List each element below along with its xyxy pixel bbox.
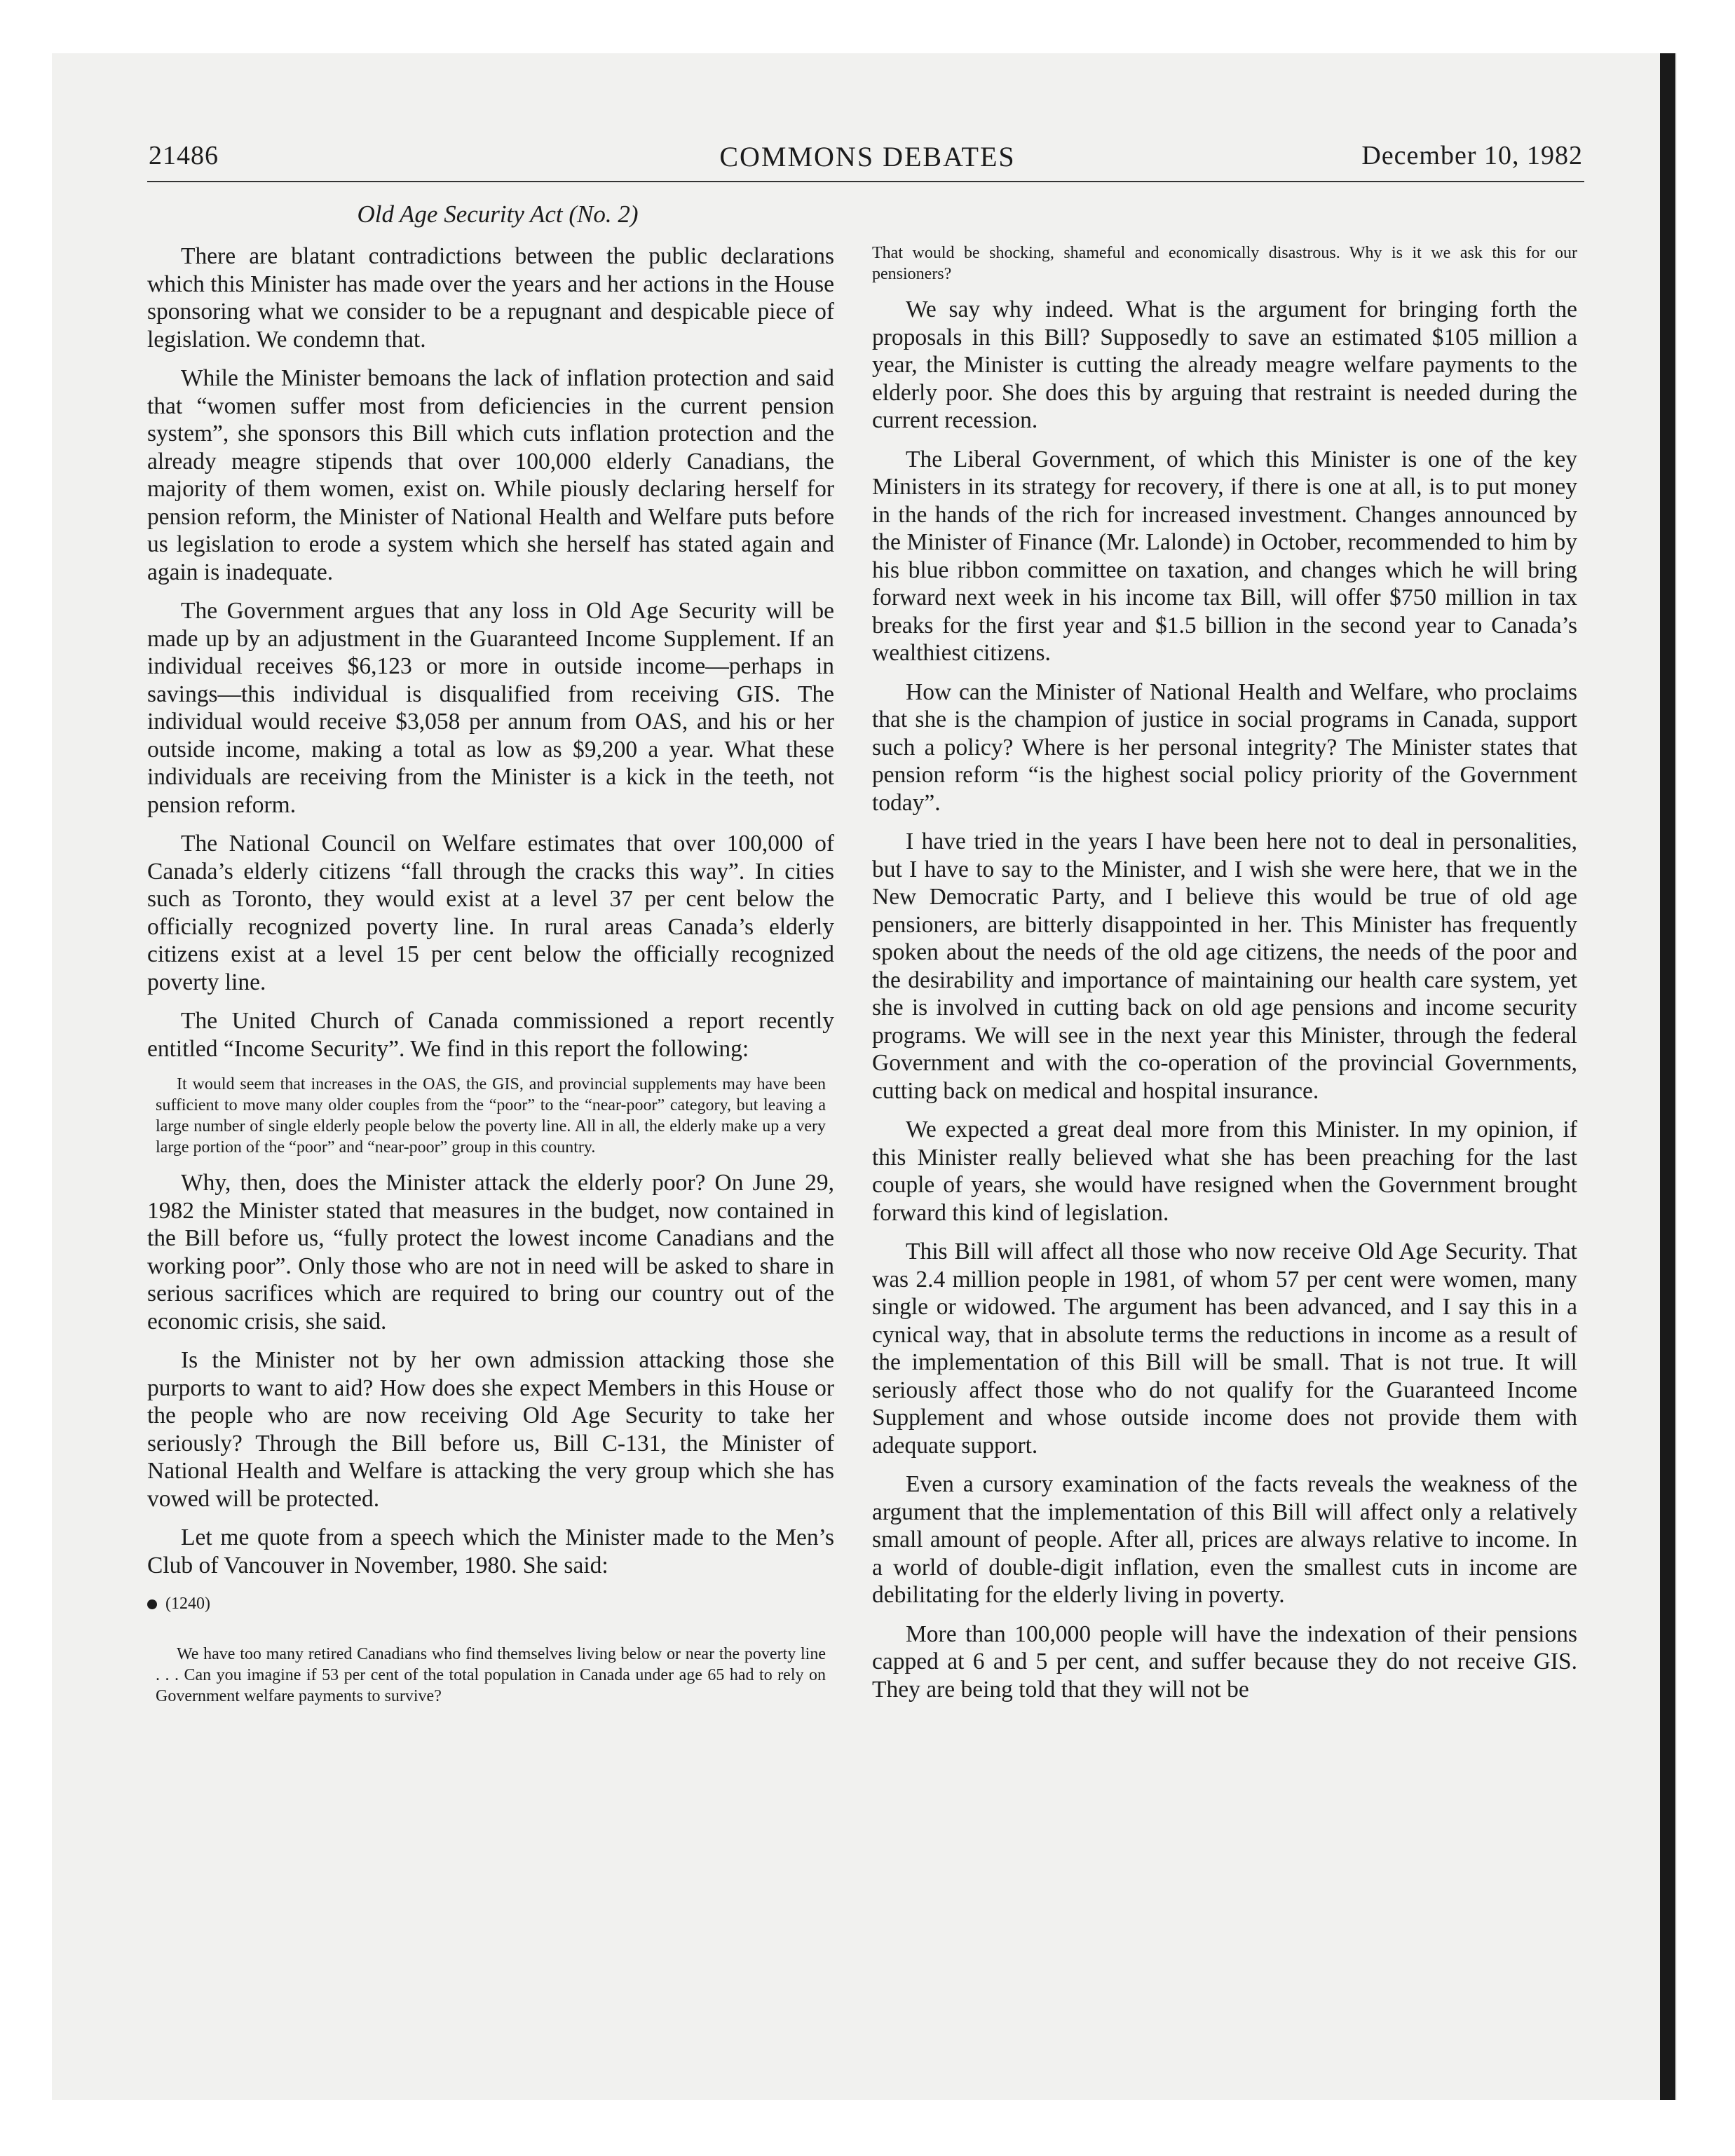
issue-date: December 10, 1982 (1361, 141, 1583, 170)
paragraph: The Government argues that any loss in Old Age Security will be made up by an adjustment in the Guaranteed Income Supplement. If an individual receives $6,123 or more in outside income—perhaps in savings—this individual is disqualified from receiving GIS. The individual would receive $3,058 per annum from OAS, and his or her outside income, making a total as low as $9,200 a year. What these individuals are receiving from the Minister is a kick in the teeth, not pension reform. (147, 598, 834, 818)
paragraph: We expected a great deal more from this Minister. In my opinion, if this Minister really believed what she has been preaching for the last couple of years, she would have resigned when the Government brought forward this kind of legislation. (872, 1117, 1577, 1226)
block-quote: It would seem that increases in the OAS, the GIS, and provincial supplements may have been sufficient to move many older couples from the “poor” to the “near-poor” category, but leaving a large number of single elderly people below the poverty line. All in all, the elderly make up a very large portion of the “poor” and “near-poor” group in this country. (156, 1075, 826, 1157)
paragraph: Why, then, does the Minister attack the elderly poor? On June 29, 1982 the Minister stated that measures in the budget, now contained in the Bill before us, “fully protect the lowest income Canadians and the working poor”. Only those who are not in need will be asked to share in serious sacrifices which are required to bring our country out of the economic crisis, she said. (147, 1170, 834, 1335)
paragraph: This Bill will affect all those who now receive Old Age Security. That was 2.4 million people in 1981, of whom 57 per cent were women, many single or widowed. The argument has been advanced, and I say this in a cynical way, that in absolute terms the reductions in income as a result of the implementation of this Bill will be small. That is not true. It will seriously affect those who do not qualify for the Guaranteed Income Supplement and whose outside income does not provide them with adequate support. (872, 1239, 1577, 1459)
paragraph: The United Church of Canada commissioned a report recently entitled “Income Security”. We find in this report the following: (147, 1008, 834, 1062)
header-rule (147, 181, 1584, 182)
paragraph: Is the Minister not by her own admission attacking those she purports to want to aid? How does she expect Members in this House or the people who are now receiving Old Age Security to take her seriously? Through the Bill before us, Bill C-131, the Minister of National Health and Welfare is attacking the very group which she has vowed will be protected. (147, 1347, 834, 1512)
paragraph: The Liberal Government, of which this Minister is one of the key Ministers in its strategy for recovery, if there is one at all, is to put money in the hands of the rich for increased investment. Changes announced by the Minister of Finance (Mr. Lalonde) in October, recommended to him by his blue ribbon committee on taxation, and changes which he will bring forward next week in his income tax Bill, will offer $750 million in tax breaks for the first year and $1.5 billion in the second year to Canada’s wealthiest citizens. (872, 446, 1577, 666)
paragraph: We say why indeed. What is the argument for bringing forth the proposals in this Bill? Supposedly to save an estimated $105 million a year, the Minister is cutting the already meagre welfare payments to the elderly poor. She does this by arguing that restraint is needed during the current recession. (872, 296, 1577, 433)
bullet-icon (147, 1599, 157, 1609)
time-marker-label: (1240) (165, 1595, 210, 1613)
left-column (147, 243, 834, 1718)
paragraph: The National Council on Welfare estimates that over 100,000 of Canada’s elderly citizens “fall through the cracks this way”. In cities such as Toronto, they would exist at a level 37 per cent below the officially recognized poverty line. In rural areas Canada’s elderly citizens exist at a level 15 per cent below the officially recognized poverty line. (147, 831, 834, 995)
scan-edge-shadow (1660, 53, 1675, 2100)
right-column (872, 243, 1577, 1714)
time-marker (147, 1590, 834, 1618)
paragraph: While the Minister bemoans the lack of inflation protection and said that “women suffer most from deficiencies in the current pension system”, she sponsors this Bill which cuts inflation protection and the already meagre stipends that over 100,000 elderly Canadians, the majority of them women, exist on. While piously declaring herself for pension reform, the Minister of National Health and Welfare puts before us legislation to erode a system which she herself has stated again and again is inadequate. (147, 365, 834, 585)
paragraph: Let me quote from a speech which the Minister made to the Men’s Club of Vancouver in November, 1980. She said: (147, 1524, 834, 1578)
paragraph: Even a cursory examination of the facts reveals the weakness of the argument that the implementation of this Bill will affect only a relatively small amount of people. After all, prices are always relative to income. In a world of double-digit inflation, even the smallest cuts in income are debilitating for the elderly living in poverty. (872, 1471, 1577, 1608)
block-quote: We have too many retired Canadians who find themselves living below or near the poverty line . . . Can you imagine if 53 per cent of the total population in Canada under age 65 had to rely on Government welfare payments to survive? (156, 1644, 826, 1705)
block-quote-continued: That would be shocking, shameful and economically disastrous. Why is it we ask this for our pensioners? (872, 244, 1577, 283)
paragraph: More than 100,000 people will have the indexation of their pensions capped at 6 and 5 per cent, and suffer because they do not receive GIS. They are being told that they will not be (872, 1621, 1577, 1703)
publication-title: COMMONS DEBATES (719, 141, 1016, 172)
paragraph: I have tried in the years I have been here not to deal in personalities, but I have to say to the Minister, and I wish she were here, that we in the New Democratic Party, and I believe this would be true of old age pensioners, are bitterly disappointed in her. This Minister has frequently spoken about the needs of the old age citizens, the needs of the poor and the desirability and importance of maintaining our health care system, yet she is involved in cutting back on old age pensions and income security programs. We will see in the next year this Minister, through the federal Government and with the co-operation of the provincial Governments, cutting back on medical and hospital insurance. (872, 828, 1577, 1104)
running-subtitle: Old Age Security Act (No. 2) (357, 200, 639, 228)
paragraph: How can the Minister of National Health and Welfare, who proclaims that she is the champion of justice in social programs in Canada, support such a policy? Where is her personal integrity? The Minister states that pension reform “is the highest social policy priority of the Government today”. (872, 678, 1577, 816)
paragraph: There are blatant contradictions between the public declarations which this Minister has made over the years and her actions in the House sponsoring what we consider to be a repugnant and despicable piece of legislation. We condemn that. (147, 243, 834, 353)
page-number: 21486 (149, 141, 219, 170)
